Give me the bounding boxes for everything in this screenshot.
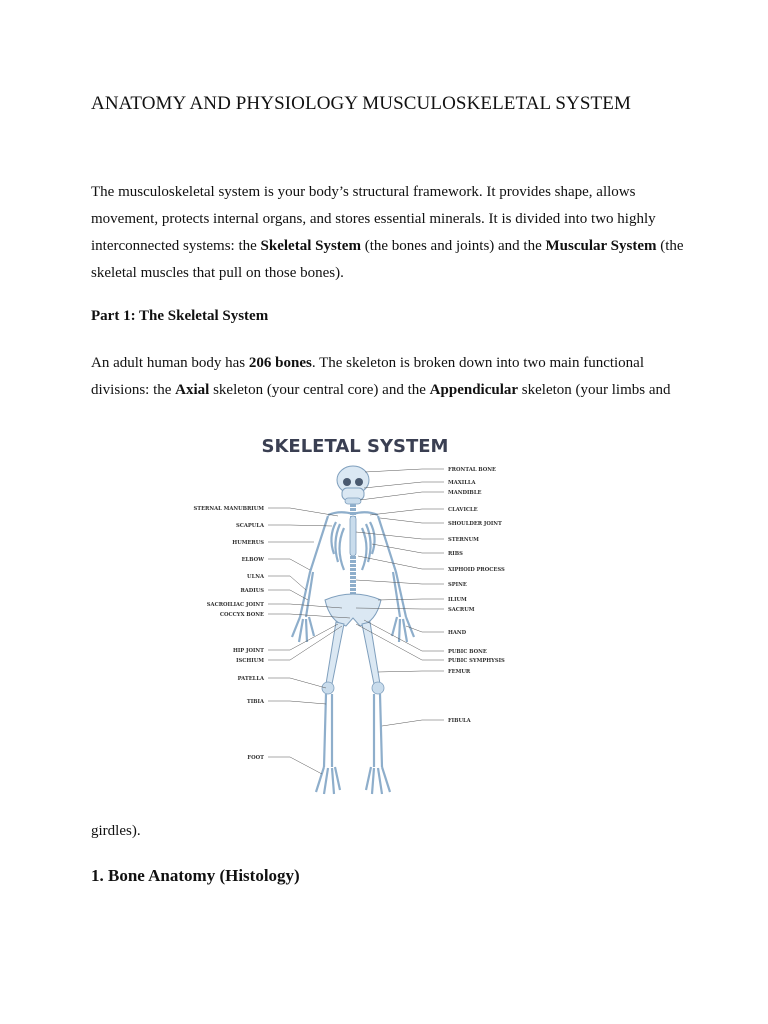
leader-sternal-manubrium (268, 508, 338, 516)
leader-scapula (268, 525, 332, 526)
part1-text-4: skeleton (your limbs and (518, 382, 671, 398)
label-femur: FEMUR (448, 669, 471, 675)
figure-title: SKELETAL SYSTEM (261, 436, 449, 457)
label-fibula: FIBULA (448, 718, 471, 724)
intro-paragraph (91, 179, 691, 287)
label-coccyx-bone: COCCYX BONE (219, 612, 264, 618)
label-clavicle: CLAVICLE (448, 507, 478, 513)
label-shoulder-joint: SHOULDER JOINT (448, 521, 502, 527)
leader-frontal-bone (365, 469, 444, 472)
label-patella: PATELLA (237, 676, 264, 682)
label-ischium: ISCHIUM (236, 658, 264, 664)
part1-bold-appendicular: Appendicular (429, 382, 519, 398)
leader-spine (356, 580, 444, 584)
label-pubic-symphysis: PUBIC SYMPHYSIS (448, 658, 505, 664)
label-hand: HAND (448, 630, 467, 636)
label-scapula: SCAPULA (236, 523, 264, 529)
leader-clavicle (370, 509, 444, 515)
label-hip-joint: HIP JOINT (232, 648, 264, 654)
skeletal-system-figure (160, 412, 550, 812)
label-radius: RADIUS (240, 588, 264, 594)
leader-mandible (360, 492, 444, 500)
leader-femur (378, 671, 444, 672)
label-ilium: ILIUM (448, 597, 467, 603)
label-sacrum: SACRUM (448, 607, 475, 613)
leader-tibia (268, 701, 326, 704)
left-labels-group (193, 506, 350, 774)
intro-bold-muscular: Muscular System (545, 238, 657, 254)
part1-bold-axial: Axial (175, 382, 210, 398)
leader-maxilla (364, 482, 444, 488)
intro-bold-skeletal: Skeletal System (260, 238, 361, 254)
label-ribs: RIBS (448, 551, 463, 557)
leader-ulna (268, 576, 306, 590)
intro-text-3: (the skeletal muscles that pull on those bones). (91, 238, 684, 281)
part1-text-1: An adult human body has (91, 355, 249, 371)
intro-text-2: (the bones and joints) and the (360, 238, 546, 254)
label-humerus: HUMERUS (232, 540, 264, 546)
leader-patella (268, 678, 326, 688)
leader-radius (268, 590, 308, 600)
label-maxilla: MAXILLA (448, 480, 476, 486)
skeleton-diagram (160, 412, 550, 812)
leader-ribs (372, 544, 444, 553)
leader-hip-joint (268, 624, 338, 650)
document-title: ANATOMY AND PHYSIOLOGY MUSCULOSKELETAL SYSTEM (91, 93, 631, 114)
section1-heading: 1. Bone Anatomy (Histology) (91, 866, 300, 885)
leader-elbow (268, 559, 310, 570)
leader-fibula (382, 720, 444, 726)
label-elbow: ELBOW (241, 557, 264, 563)
leader-shoulder-joint (380, 518, 444, 523)
label-mandible: MANDIBLE (448, 490, 482, 496)
skeleton-illustration (292, 466, 414, 794)
label-xiphoid-process: XIPHOID PROCESS (448, 567, 505, 573)
part1-paragraph (91, 350, 691, 404)
intro-text-1: The musculoskeletal system is your body’s structural framework. It provides shape, allows movement, protects internal organs, and stores essential minerals. It is divided into two highly interconnected systems: the (91, 184, 656, 254)
part1-bold-bones: 206 bones (248, 355, 312, 371)
leader-xiphoid-process (358, 556, 444, 569)
leader-foot (268, 757, 322, 774)
part1-continued: girdles). (91, 823, 141, 839)
part1-text-3: skeleton (your central core) and the (209, 382, 430, 398)
label-sacroiliac-joint: SACROILIAC JOINT (206, 602, 264, 608)
part1-text-2: . The skeleton is broken down into two main functional divisions: the (91, 355, 645, 398)
label-sternum: STERNUM (448, 537, 479, 543)
label-pubic-bone: PUBIC BONE (448, 649, 487, 655)
label-foot: FOOT (247, 755, 264, 761)
label-sternal-manubrium: STERNAL MANUBRIUM (193, 506, 264, 512)
label-spine: SPINE (448, 582, 467, 588)
part1-heading: Part 1: The Skeletal System (91, 308, 269, 324)
label-frontal-bone: FRONTAL BONE (448, 467, 497, 473)
label-ulna: ULNA (247, 574, 264, 580)
leader-ilium (378, 599, 444, 600)
label-tibia: TIBIA (246, 699, 264, 705)
